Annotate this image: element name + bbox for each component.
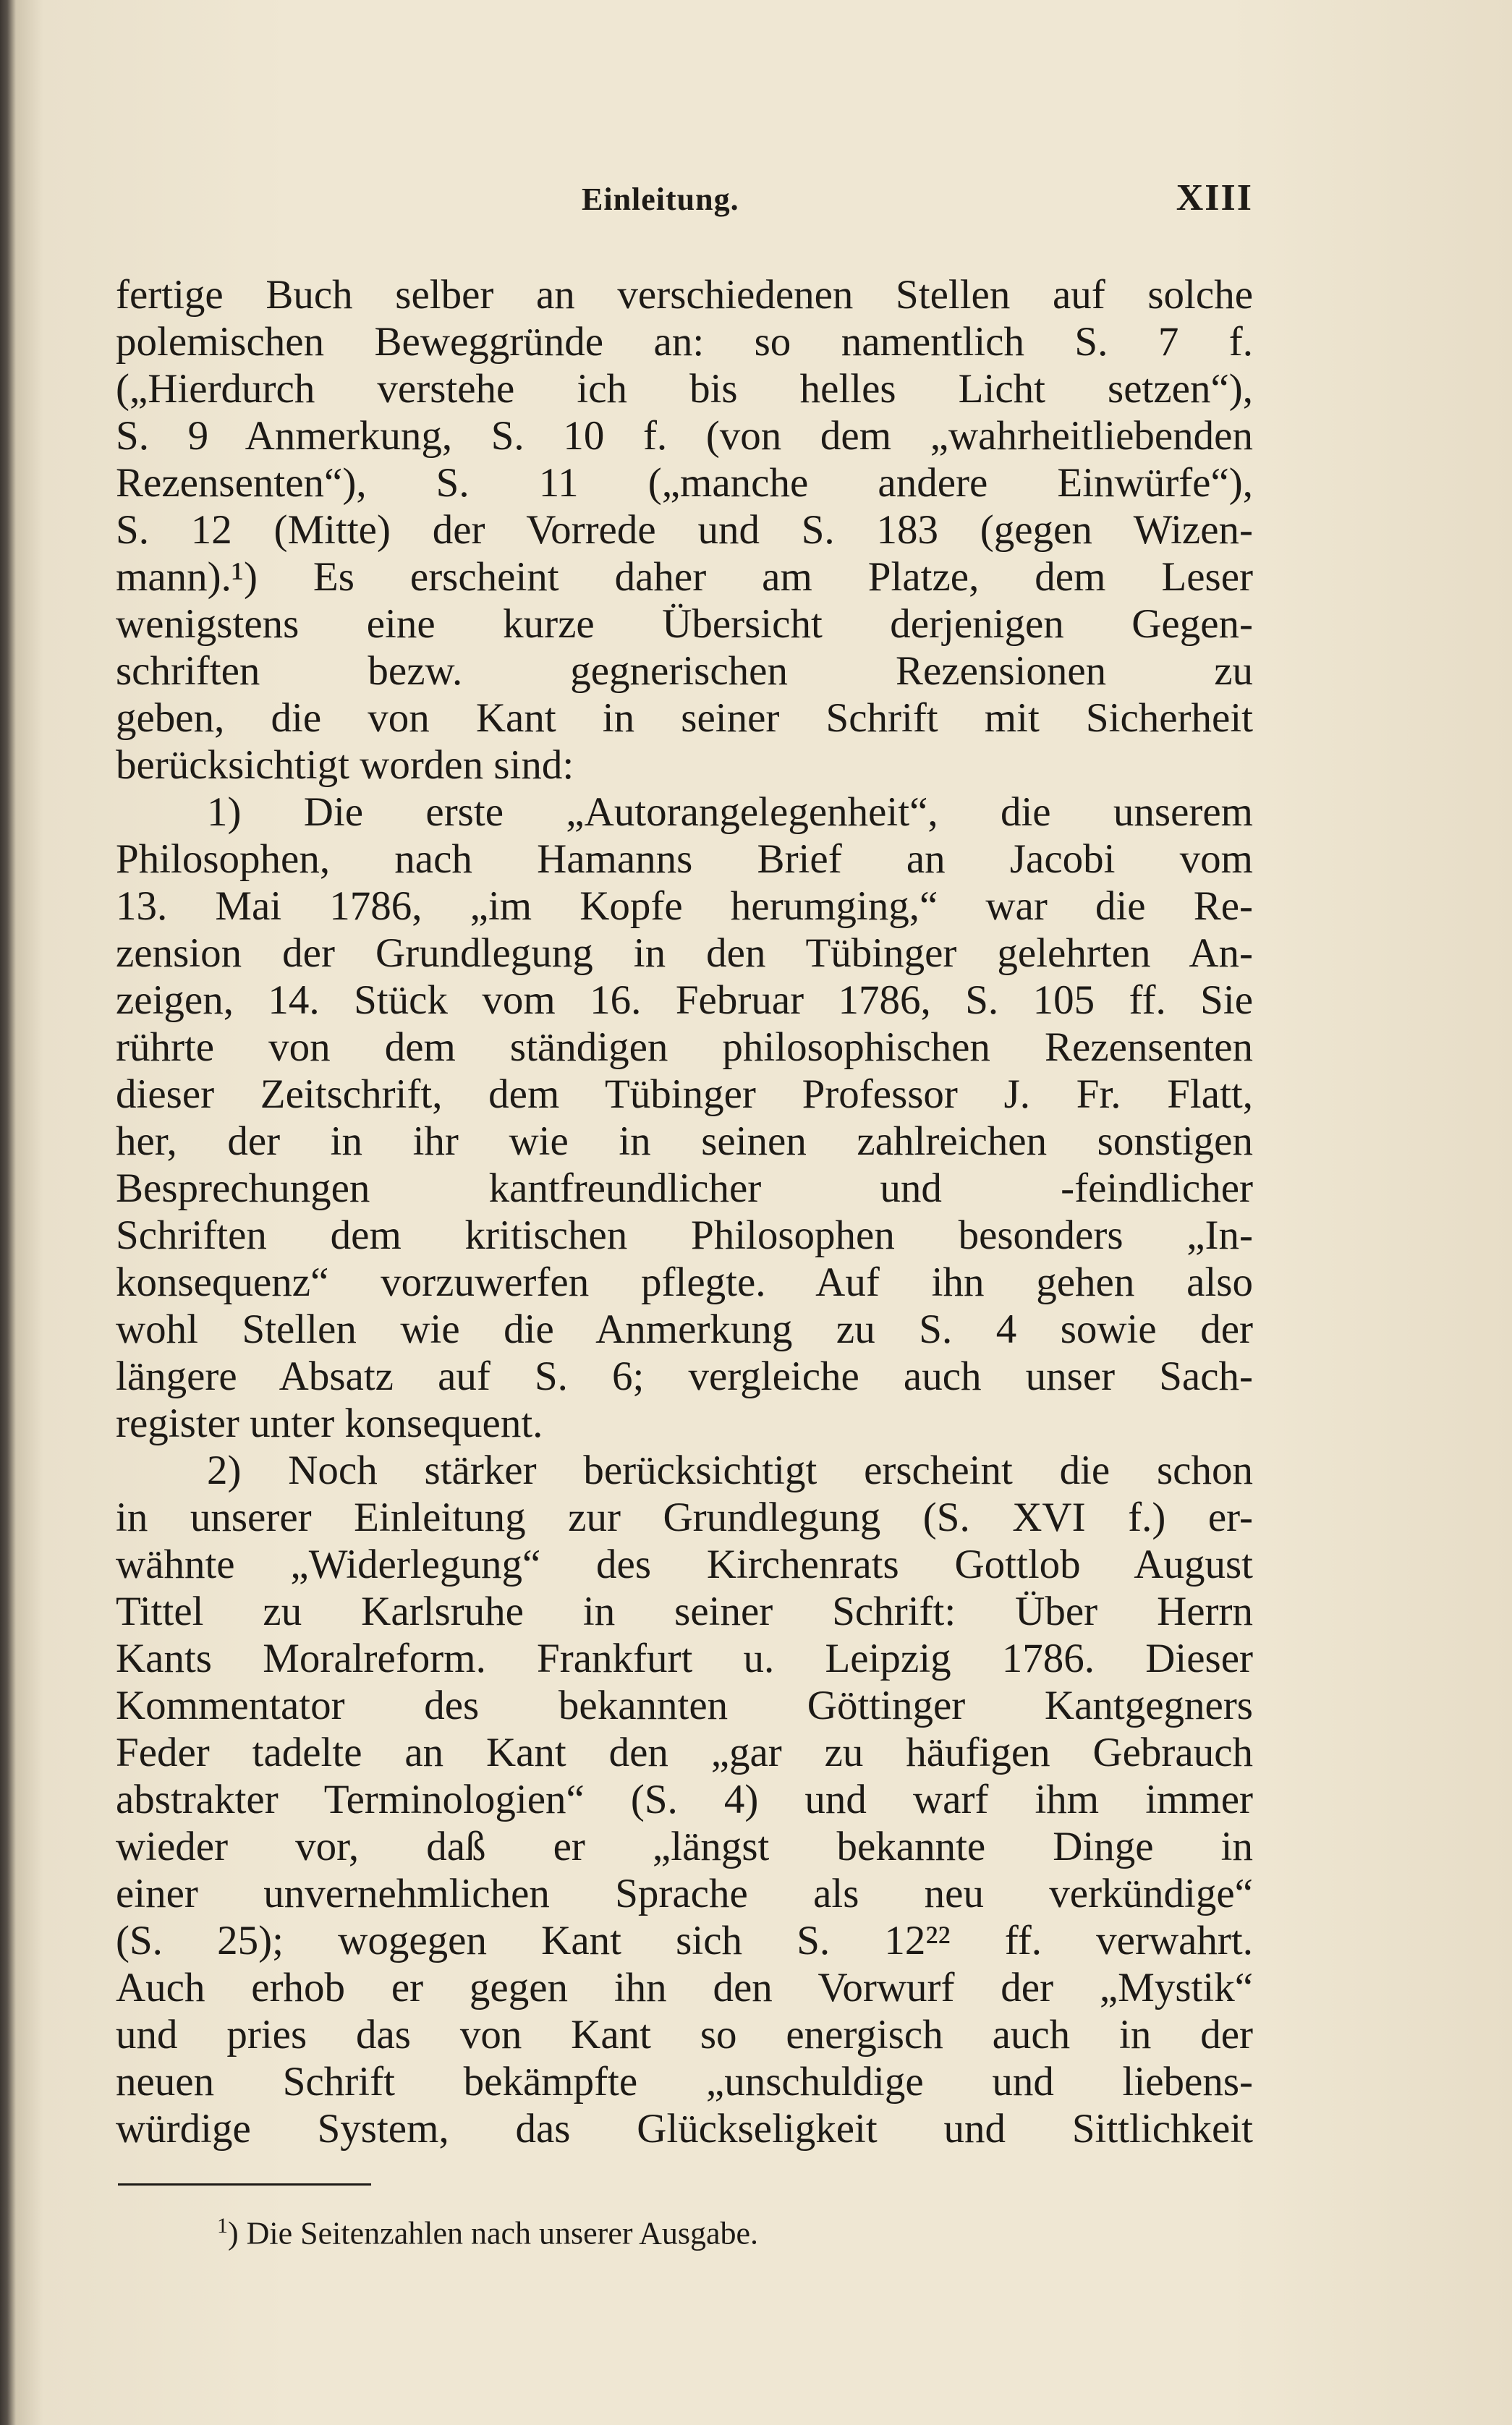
- text-line: konsequenz“ vorzuwerfen pflegte. Auf ihn gehen also: [116, 1260, 1253, 1305]
- text-line: schriften bezw. gegnerischen Rezensionen zu: [116, 648, 1253, 694]
- text-line: dieser Zeitschrift, dem Tübinger Professor J. Fr. Flatt,: [116, 1071, 1253, 1117]
- text-line: würdige System, das Glückseligkeit und Sittlichkeit: [116, 2106, 1253, 2152]
- text-line: zeigen, 14. Stück vom 16. Februar 1786, S. 105 ff. Sie: [116, 977, 1253, 1023]
- text-line: wohl Stellen wie die Anmerkung zu S. 4 sowie der: [116, 1307, 1253, 1352]
- text-line: S. 9 Anmerkung, S. 10 f. (von dem „wahrheitliebenden: [116, 413, 1253, 459]
- footnote-rule: [118, 2183, 371, 2186]
- text-line: Schriften dem kritischen Philosophen besonders „In-: [116, 1212, 1253, 1258]
- page-header: [116, 174, 1253, 224]
- body-text: [116, 271, 1253, 2152]
- text-line: Kants Moralreform. Frankfurt u. Leipzig 1786. Dieser: [116, 1636, 1253, 1681]
- text-line: einer unvernehmlichen Sprache als neu verkündige“: [116, 1871, 1253, 1916]
- text-line: 2) Noch stärker berücksichtigt erscheint die schon: [207, 1448, 1253, 1493]
- running-head: Einleitung.: [582, 182, 739, 217]
- text-line: Kommentator des bekannten Göttinger Kantgegners: [116, 1683, 1253, 1728]
- text-line: („Hierdurch verstehe ich bis helles Licht setzen“),: [116, 366, 1253, 412]
- footnote-text: ) Die Seitenzahlen nach unserer Ausgabe.: [228, 2215, 759, 2251]
- text-line: Besprechungen kantfreundlicher und -feindlicher: [116, 1165, 1253, 1211]
- page-number: XIII: [1176, 177, 1253, 218]
- text-line: S. 12 (Mitte) der Vorrede und S. 183 (gegen Wizen-: [116, 507, 1253, 553]
- text-line: register unter konsequent.: [116, 1401, 543, 1446]
- text-line: berücksichtigt worden sind:: [116, 742, 574, 788]
- text-line: längere Absatz auf S. 6; vergleiche auch unser Sach-: [116, 1354, 1253, 1399]
- text-line: wieder vor, daß er „längst bekannte Dinge in: [116, 1824, 1253, 1869]
- text-line: mann).¹) Es erscheint daher am Platze, dem Leser: [116, 554, 1253, 600]
- text-line: neuen Schrift bekämpfte „unschuldige und liebens-: [116, 2059, 1253, 2105]
- footnote: [217, 2214, 758, 2252]
- text-line: rührte von dem ständigen philosophischen Rezensenten: [116, 1024, 1253, 1070]
- text-line: 13. Mai 1786, „im Kopfe herumging,“ war die Re-: [116, 883, 1253, 929]
- text-line: Auch erhob er gegen ihn den Vorwurf der „Mystik“: [116, 1965, 1253, 2010]
- text-line: (S. 25); wogegen Kant sich S. 12²² ff. verwahrt.: [116, 1918, 1253, 1963]
- text-line: Rezensenten“), S. 11 („manche andere Einwürfe“),: [116, 460, 1253, 506]
- footnote-marker: 1: [217, 2214, 228, 2238]
- text-line: fertige Buch selber an verschiedenen Stellen auf solche: [116, 272, 1253, 318]
- text-line: wähnte „Widerlegung“ des Kirchenrats Gottlob August: [116, 1542, 1253, 1587]
- text-line: 1) Die erste „Autorangelegenheit“, die unserem: [207, 789, 1253, 835]
- text-line: Feder tadelte an Kant den „gar zu häufigen Gebrauch: [116, 1730, 1253, 1775]
- text-line: abstrakter Terminologien“ (S. 4) und warf ihm immer: [116, 1777, 1253, 1822]
- text-line: Philosophen, nach Hamanns Brief an Jacobi vom: [116, 836, 1253, 882]
- text-line: polemischen Beweggründe an: so namentlich S. 7 f.: [116, 319, 1253, 365]
- text-line: geben, die von Kant in seiner Schrift mit Sicherheit: [116, 695, 1253, 741]
- text-line: wenigstens eine kurze Übersicht derjenigen Gegen-: [116, 601, 1253, 647]
- text-line: zension der Grundlegung in den Tübinger gelehrten An-: [116, 930, 1253, 976]
- text-line: in unserer Einleitung zur Grundlegung (S. XVI f.) er-: [116, 1495, 1253, 1540]
- text-line: her, der in ihr wie in seinen zahlreichen sonstigen: [116, 1118, 1253, 1164]
- text-line: Tittel zu Karlsruhe in seiner Schrift: Über Herrn: [116, 1589, 1253, 1634]
- text-line: und pries das von Kant so energisch auch in der: [116, 2012, 1253, 2057]
